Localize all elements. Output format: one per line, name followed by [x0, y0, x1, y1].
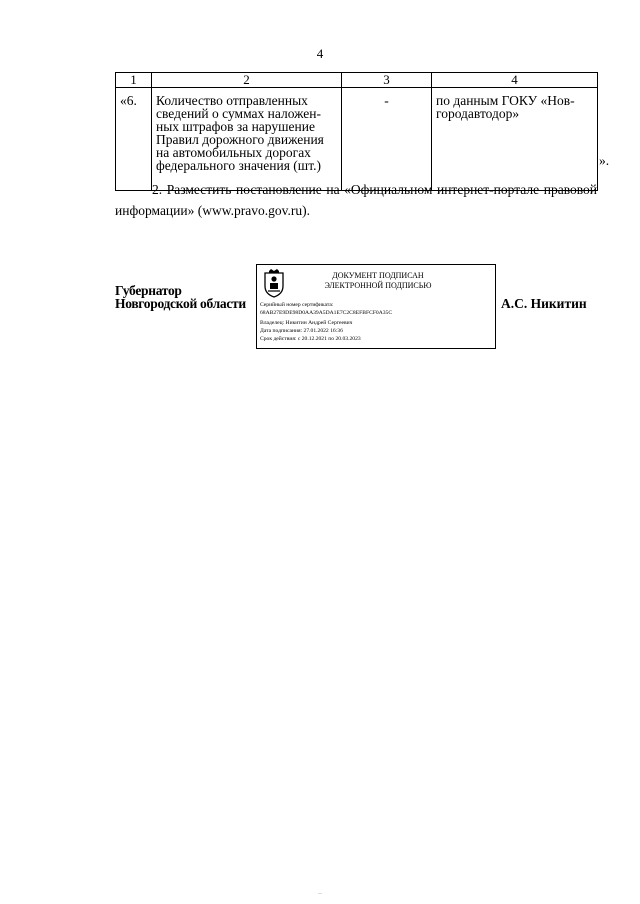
- stamp-validity: Срок действия: с 20.12.2021 по 20.03.2023: [260, 336, 361, 342]
- table-header-cell: 2: [152, 73, 342, 88]
- indicator-line: федерального значения (шт.): [156, 158, 321, 173]
- signatory-title: [115, 284, 246, 310]
- table-header-row: [116, 73, 598, 88]
- indicator-line: сведений о суммах наложен-: [156, 106, 321, 121]
- page-number: 4: [316, 46, 324, 61]
- signatory-name: А.С. Никитин: [501, 296, 587, 311]
- stamp-signed-date: Дата подписания: 27.01.2022 16:36: [260, 328, 343, 334]
- stamp-owner: Владелец: Никитин Андрей Сергеевич: [260, 320, 353, 326]
- table-header-cell: 4: [432, 73, 598, 88]
- stamp-serial-label: Серийный номер сертификата:: [260, 302, 334, 308]
- stamp-header-line: ЭЛЕКТРОННОЙ ПОДПИСЬЮ: [324, 281, 432, 290]
- signatory-title-line: Губернатор: [115, 283, 182, 298]
- value-cell: -: [342, 88, 432, 191]
- table-header-cell: 3: [342, 73, 432, 88]
- electronic-signature-stamp: [256, 264, 496, 349]
- stamp-header-line: ДОКУМЕНТ ПОДПИСАН: [332, 271, 424, 280]
- instruction-paragraph: 2. Разместить постановление на «Официальном интернет-портале правовой информации» (www.pravo.gov.ru).: [115, 182, 597, 218]
- stamp-header: [293, 271, 463, 291]
- table-header-cell: 1: [116, 73, 152, 88]
- coat-of-arms-icon: [262, 268, 286, 298]
- source-line: по данным ГОКУ «Нов-: [436, 93, 575, 108]
- indicator-line: Правил дорожного движения: [156, 132, 324, 147]
- source-cell: [432, 88, 598, 191]
- data-table: [115, 72, 598, 191]
- indicator-line: Количество отправленных: [156, 93, 308, 108]
- table-row: [116, 88, 598, 191]
- indicator-cell: [152, 88, 342, 191]
- closing-quote: ».: [599, 153, 610, 168]
- stamp-serial-value: 68AB27E9DE98D0AA39A5DA1E7C2C8EFBFCF0A35C: [260, 310, 393, 316]
- indicator-line: на автомобильных дорогах: [156, 145, 311, 160]
- signatory-title-line: Новгородской области: [115, 296, 246, 311]
- row-number: «6.: [116, 88, 152, 191]
- source-line: городавтодор»: [436, 106, 520, 121]
- indicator-line: ных штрафов за нарушение: [156, 119, 315, 134]
- page-footer-mark: [318, 893, 322, 894]
